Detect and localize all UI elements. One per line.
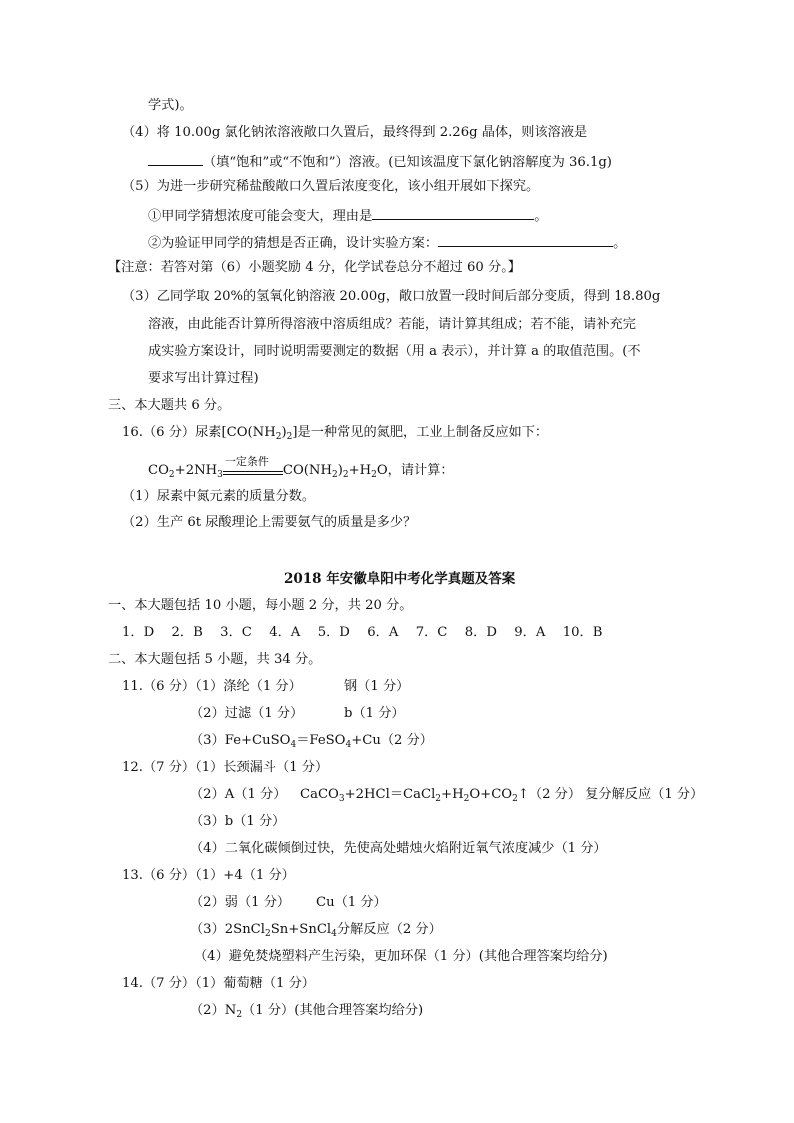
question-16: 16.（6 分）尿素$[CO(NH_2)_2]$是一种常见的氮肥，工业上制备反应如下： bbox=[122, 425, 549, 442]
question-5: （5）为进一步研究稀盐酸敞口久置后浓度变化，该小组开展如下探究。 bbox=[122, 179, 540, 194]
answer-13-1: 13.（6 分）（1）+4（1 分） bbox=[122, 868, 295, 883]
answer-12-2-equation: $CaCO_3+2HCl=CaCl_2+H_2O+CO_2↑(2$ 分） 复分解反应（1 分） bbox=[300, 787, 704, 804]
section-1-heading: 一、本大题包括 10 小题，每小题 2 分，共 20 分。 bbox=[108, 598, 413, 613]
question-3-line-3: 成实验方案设计，同时说明需要测定的数据（用 a 表示），并计算 a 的取值范围。(不 bbox=[148, 344, 641, 359]
answer-11-2b: b（1 分） bbox=[344, 706, 405, 721]
question-5-part-2: ②为验证甲同学的猜想是否正确，设计实验方案： 。 bbox=[148, 232, 626, 253]
answer-14-2: $(2)N_2(1$ 分）(其他合理答案均给分) bbox=[190, 1003, 424, 1020]
answer-12-2a: （2）A（1 分） bbox=[190, 787, 287, 802]
answer-11-1b: 钢（1 分） bbox=[344, 679, 410, 694]
question-4-continued: （填“饱和”或“不饱和”）溶液。(已知该温度下氯化钠溶解度为 36.1g) bbox=[148, 151, 612, 172]
answer-12-4: （4）二氧化碳倾倒过快，先使高处蜡烛火焰附近氧气浓度减少（1 分） bbox=[190, 841, 607, 856]
answer-13-4: （4）避免焚烧塑料产生污染，更加环保（1 分）(其他合理答案均给分) bbox=[194, 949, 608, 964]
question-16-part-1: （1）尿素中氮元素的质量分数。 bbox=[122, 489, 316, 504]
answer-11-2: （2）过滤（1 分） bbox=[190, 706, 304, 721]
answer-13-2a: （2）弱（1 分） bbox=[190, 895, 291, 910]
answer-13-3: （3）2SnCl$_2$Sn+SnCl$_4$分解反应（2 分） bbox=[190, 922, 442, 939]
answer-12-3: （3）b（1 分） bbox=[190, 814, 286, 829]
answers-title: 2018 年安徽阜阳中考化学真题及答案 bbox=[284, 571, 516, 587]
section-2-heading: 二、本大题包括 5 小题，共 34 分。 bbox=[108, 652, 322, 667]
question-5-part-1: ①甲同学猜想浓度可能会变大，理由是 。 bbox=[148, 205, 547, 226]
bonus-note: 【注意：若答对第（6）小题奖励 4 分，化学试卷总分不超过 60 分。】 bbox=[108, 260, 521, 275]
question-3-line-4: 要求写出计算过程) bbox=[148, 371, 259, 386]
answer-blank bbox=[438, 232, 613, 247]
answer-12-1: 12.（7 分）（1）长颈漏斗（1 分） bbox=[122, 760, 329, 775]
answer-11-1: 11.（6 分）（1）涤纶（1 分） bbox=[122, 679, 302, 694]
question-3-line-2: 溶液，由此能否计算所得溶液中溶质组成？若能，请计算其组成；若不能，请补充完 bbox=[148, 317, 636, 332]
answer-blank bbox=[148, 151, 203, 166]
question-3-line-1: （3）乙同学取 20%的氢氧化钠溶液 20.00g，敞口放置一段时间后部分变质，得到 18.80g bbox=[122, 289, 661, 304]
answer-13-2b: Cu（1 分） bbox=[316, 895, 387, 910]
section-1-answers: 1．D 2．B 3．C 4．A 5．D 6．A 7．C 8．D 9．A 10．B bbox=[122, 625, 603, 640]
question-16-part-2: （2）生产 6t 尿酸理论上需要氨气的质量是多少？ bbox=[122, 515, 417, 530]
section-3-heading: 三、本大题共 6 分。 bbox=[108, 398, 231, 413]
reaction-condition-arrow: 一定条件 bbox=[223, 462, 283, 480]
answer-11-3: （3）Fe+CuSO$_4$＝FeSO$_4$+Cu（2 分） bbox=[190, 733, 433, 750]
text-line: 学式)。 bbox=[148, 98, 193, 113]
answer-blank bbox=[372, 205, 534, 220]
answer-14-1: 14.（7 分）（1）葡萄糖（1 分） bbox=[122, 976, 315, 991]
question-4: （4）将 10.00g 氯化钠浓溶液敞口久置后，最终得到 2.26g 晶体，则该溶液是 bbox=[122, 125, 588, 140]
reaction-equation: $CO_2+2NH_3$ 一定条件 $CO(NH_2)_2+H_2O$，请计算： bbox=[148, 455, 454, 480]
